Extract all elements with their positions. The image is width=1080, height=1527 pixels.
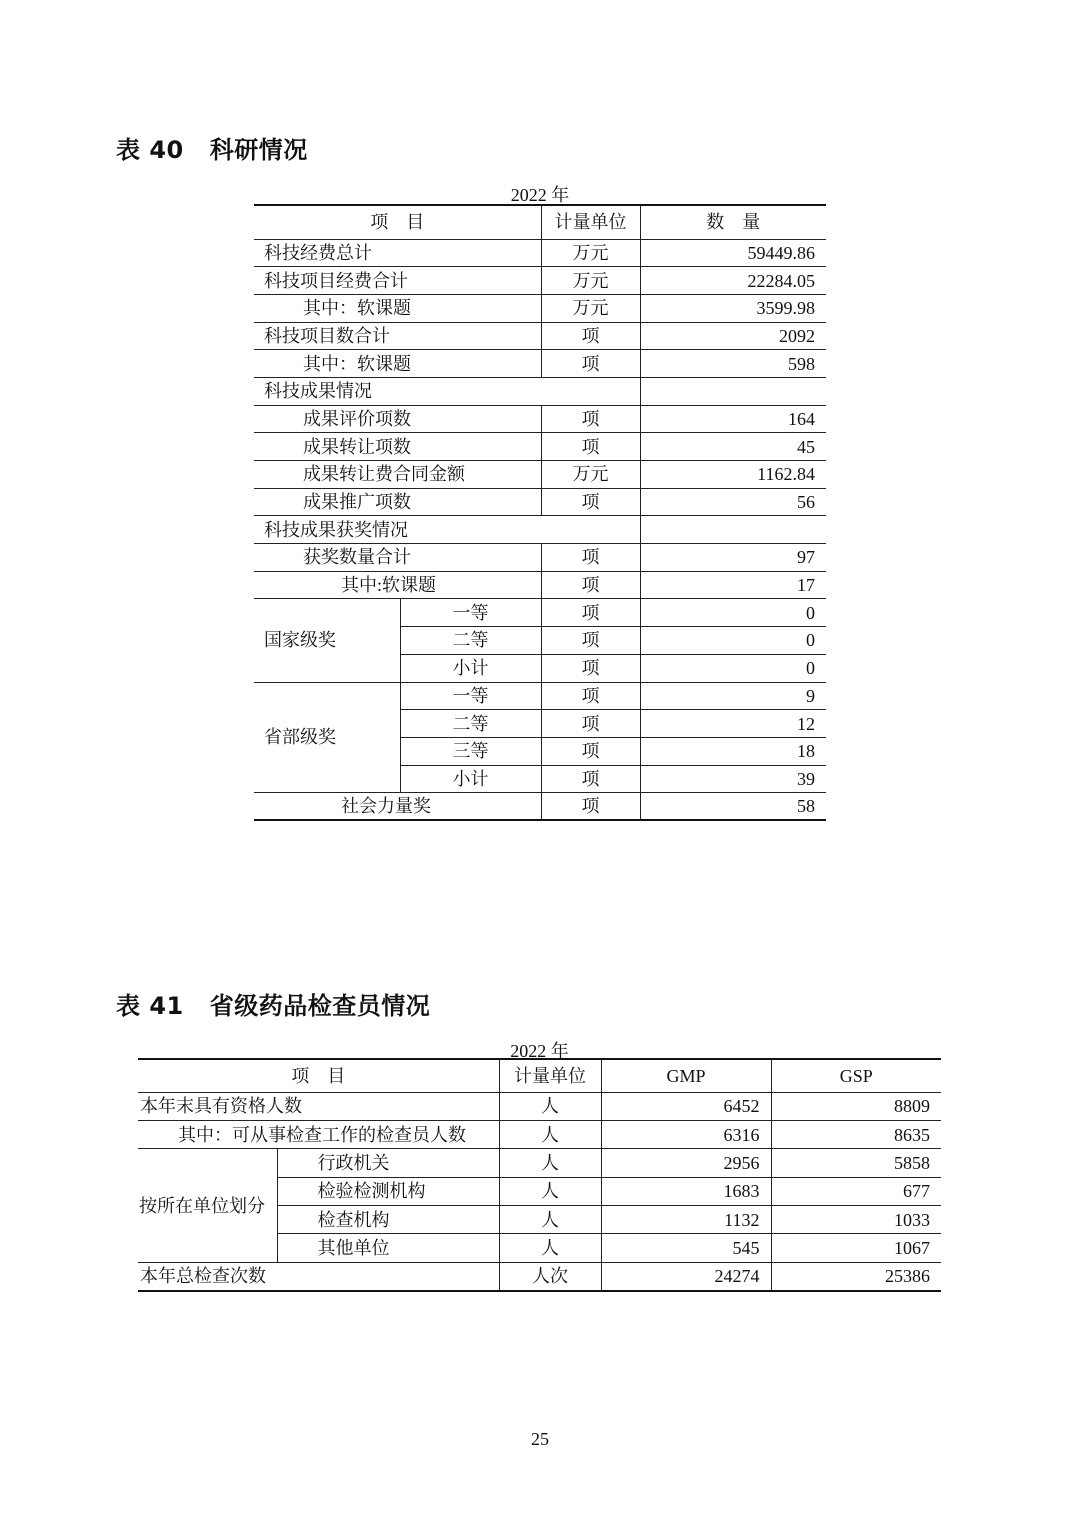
table-row: 本年末具有资格人数 人 6452 8809 [138,1092,941,1120]
table-row: 其中:软课题 项 17 [254,571,826,599]
table-row: 其中：软课题 项 598 [254,350,826,378]
table-row: 省部级奖 一等 项 9 [254,682,826,710]
table-row: 小计 项 39 [254,765,826,793]
table40-title: 表 40 科研情况 [116,136,308,164]
table-row: 本年总检查次数 人次 24274 25386 [138,1262,941,1290]
table41-year: 2022 年 [510,1041,569,1061]
table40 [254,204,826,821]
table40-year: 2022 年 [510,185,570,205]
table41-title: 表 41 省级药品检查员情况 [116,992,431,1020]
table-row: 社会力量奖 项 58 [254,793,826,821]
table-row: 科技经费总计 万元 59449.86 [254,239,826,267]
table-row: 其中：可从事检查工作的检查员人数 人 6316 8635 [138,1120,941,1148]
table-row: 其中：软课题 万元 3599.98 [254,294,826,322]
table-row: 成果评价项数 项 164 [254,405,826,433]
page-number: 25 [531,1429,549,1449]
table-header-row: 项 目 计量单位 GMP GSP [138,1059,941,1092]
table-row: 科技项目经费合计 万元 22284.05 [254,267,826,295]
section-row: 科技成果获奖情况 [254,516,826,544]
table-row: 国家级奖 一等 项 0 [254,599,826,627]
table41 [138,1058,941,1292]
table-header-row: 项 目 计量单位 数 量 [254,205,826,239]
table-row: 二等 项 12 [254,710,826,738]
table-row: 二等 项 0 [254,627,826,655]
table-row: 成果转让项数 项 45 [254,433,826,461]
table-row: 科技项目数合计 项 2092 [254,322,826,350]
table-row: 小计 项 0 [254,654,826,682]
table-row: 检验检测机构 人 1683 677 [138,1177,941,1205]
table-row: 按所在单位划分 行政机关 人 2956 5858 [138,1149,941,1177]
table-row: 检查机构 人 1132 1033 [138,1206,941,1234]
table-row: 成果转让费合同金额 万元 1162.84 [254,461,826,489]
section-row: 科技成果情况 [254,377,826,405]
table-row: 其他单位 人 545 1067 [138,1234,941,1262]
table-row: 三等 项 18 [254,737,826,765]
table-row: 获奖数量合计 项 97 [254,544,826,572]
table-row: 成果推广项数 项 56 [254,488,826,516]
